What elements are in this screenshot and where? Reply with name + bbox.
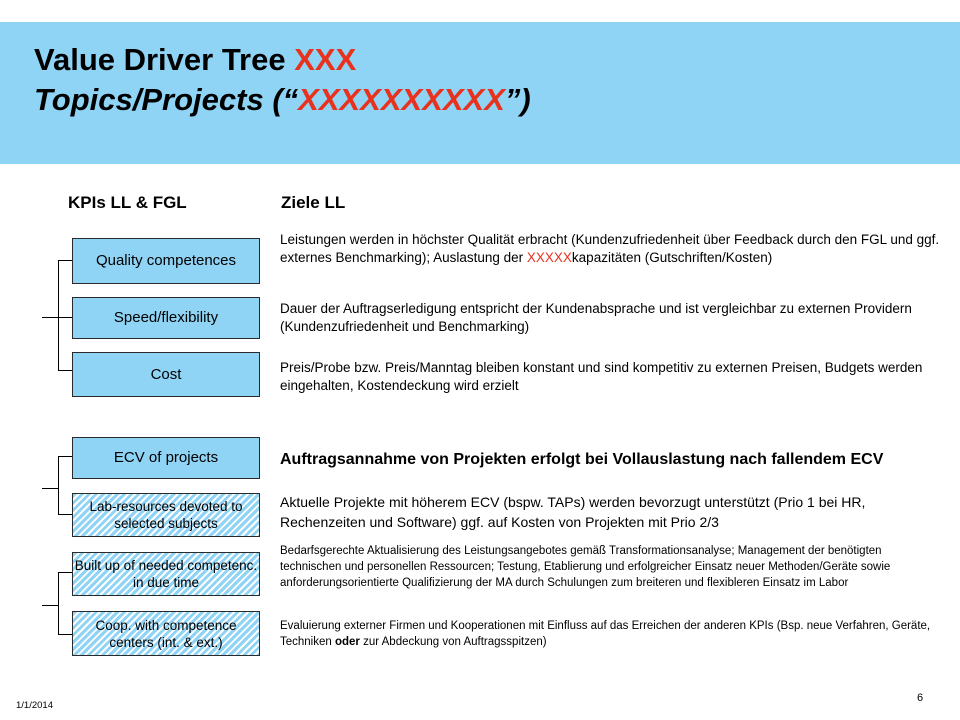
tree-connector-root	[42, 605, 58, 606]
goal-text: Evaluierung externer Firmen und Kooperationen mit Einfluss auf das Erreichen der anderen KPIs (Bsp. neue Verfahren, Geräte, Techniken	[280, 620, 931, 648]
goal-ecv: Auftragsannahme von Projekten erfolgt bei Vollauslastung nach fallendem ECV	[280, 451, 884, 468]
goal-text: kapazitäten (Gutschriften/Kosten)	[571, 250, 773, 265]
page-subtitle	[34, 82, 531, 118]
goal-built-up: Bedarfsgerechte Aktualisierung des Leistungsangebotes gemäß Transformationsanalyse; Management der benötigten technischen und personellen Ressourcen; Testung, Etablierung und erfolgreicher Einsatz neuer Methoden/Geräte sowie anforderungsorientierte Qualifizierung der MA durch Schulungen zum breiteren und flexibleren Einsatz im Labor	[280, 545, 891, 589]
goal-placeholder-red: XXXXX	[526, 250, 572, 265]
tree-connector-branch	[58, 370, 72, 371]
goal-coop	[280, 618, 940, 650]
kpi-label: Coop. with competence centers (int. & ext.)	[95, 617, 237, 650]
kpi-label: Built up of needed competenc. in due time	[74, 558, 258, 590]
tree-connector-branch	[58, 634, 72, 635]
kpi-label: Speed/flexibility	[113, 309, 219, 326]
kpi-heading: KPIs LL & FGL	[68, 193, 187, 212]
subtitle-placeholder-red: XXXXXXXXXX	[298, 82, 505, 117]
goal-cost: Preis/Probe bzw. Preis/Manntag bleiben konstant und sind kompetitiv zu externen Preisen, Budgets werden eingehalten, Kostendeckung wird erzielt	[280, 360, 923, 393]
kpi-label: Cost	[150, 365, 182, 383]
subtitle-text-end: ”)	[504, 82, 531, 117]
goal-lab-resources: Aktuelle Projekte mit höherem ECV (bspw. TAPs) werden bevorzugt unterstützt (Prio 1 bei HR, Rechenzeiten und Software) ggf. auf Kosten von Projekten mit Prio 2/3	[280, 494, 866, 530]
tree-connector-branch	[58, 514, 72, 515]
footer-date: 1/1/2014	[16, 700, 53, 711]
goal-quality	[280, 231, 940, 267]
title-text: Value Driver Tree	[34, 42, 295, 77]
tree-connector-root	[42, 488, 58, 489]
kpi-box-ecv	[72, 437, 260, 479]
page-number: 6	[917, 692, 924, 704]
page-title	[34, 42, 356, 78]
tree-connector-branch	[58, 572, 72, 573]
kpi-box-built-up	[72, 552, 260, 596]
subtitle-text-start: Topics/Projects (“	[34, 82, 299, 117]
goal-text: Leistungen werden in höchster Qualität erbracht (Kundenzufriedenheit über Feedback durch den FGL und ggf. externes Benchmarking); Auslastung der	[280, 232, 940, 265]
goal-text: zur Abdeckung von Auftragsspitzen)	[359, 636, 547, 648]
tree-connector-branch	[58, 260, 72, 261]
goal-speed: Dauer der Auftragserledigung entspricht der Kundenabsprache und ist vergleichbar zu externen Providern (Kundenzufriedenheit und Benchmarking)	[280, 301, 912, 334]
kpi-label: ECV of projects	[113, 449, 219, 466]
kpi-box-speed	[72, 297, 260, 339]
tree-connector-root	[42, 317, 58, 318]
title-placeholder-red: XXX	[294, 42, 357, 77]
goal-emphasis: oder	[334, 636, 360, 648]
kpi-box-cost	[72, 352, 260, 397]
kpi-box-lab-resources	[72, 493, 260, 537]
goals-heading: Ziele LL	[281, 193, 346, 212]
kpi-box-quality	[72, 238, 260, 284]
kpi-box-coop	[72, 611, 260, 656]
tree-connector-branch	[58, 456, 72, 457]
kpi-label: Quality competences	[95, 252, 237, 269]
tree-connector-vertical	[58, 572, 59, 634]
tree-connector-vertical	[58, 260, 59, 370]
tree-connector-vertical	[58, 456, 59, 514]
kpi-label: Lab-resources devoted to selected subjects	[89, 499, 243, 531]
tree-connector-branch	[58, 317, 72, 318]
